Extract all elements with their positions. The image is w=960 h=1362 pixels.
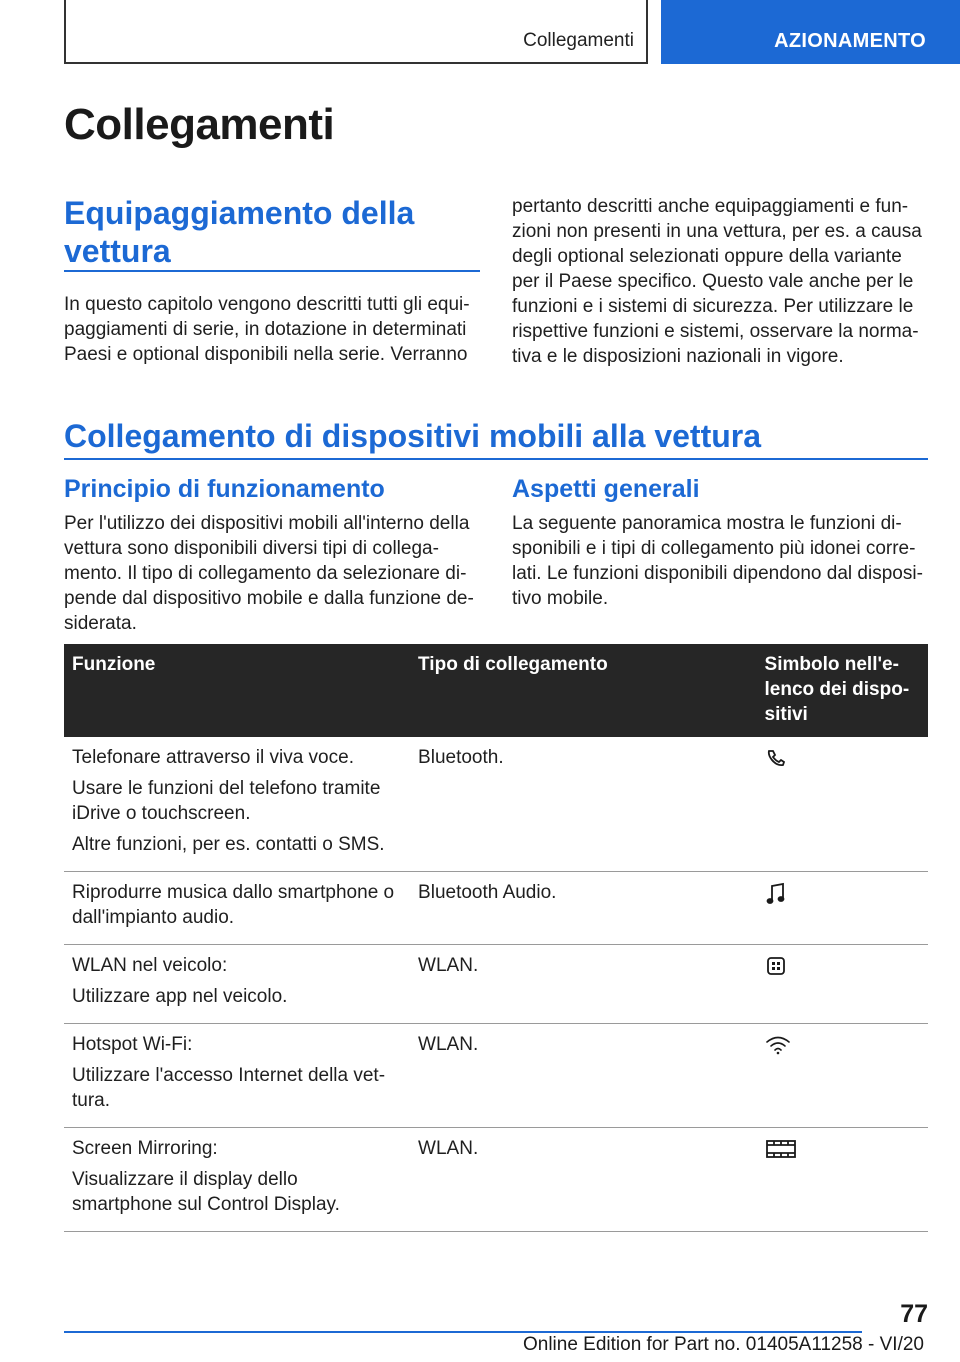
cell-simbolo	[757, 872, 928, 945]
cell-funzione	[64, 1128, 410, 1232]
section-divider	[64, 270, 480, 272]
subsection-title-principio: Principio di funzionamento	[64, 475, 385, 503]
cell-funzione	[64, 872, 410, 945]
table-row	[64, 737, 928, 872]
cell-line: Altre funzioni, per es. contatti o SMS.	[72, 834, 385, 855]
cell-funzione	[64, 945, 410, 1024]
cell-line: Utilizzare app nel veicolo.	[72, 986, 288, 1007]
subsection-text-principio: Per l'utilizzo dei dispositivi mobili all'interno della vettura sono disponibili diversi tipi di collegamento. Il tipo di collegamento da selezionare dipende dal dispositivo mobile e dalla funzione desiderata.	[64, 513, 474, 634]
section-divider	[64, 458, 928, 460]
page-number: 77	[900, 1300, 928, 1328]
cell-simbolo	[757, 945, 928, 1024]
screen-mirroring-icon	[765, 1138, 797, 1167]
cell-line: Utilizzare l'accesso Internet della vettura.	[72, 1065, 386, 1111]
cell-line: Riprodurre musica dallo smartphone o dall'impianto audio.	[72, 882, 395, 928]
table-header-row	[64, 644, 928, 737]
cell-tipo: WLAN.	[410, 945, 756, 1024]
table-row	[64, 1024, 928, 1128]
column-header-tipo: Tipo di collegamento	[410, 644, 756, 737]
cell-line: Screen Mirroring:	[72, 1138, 218, 1159]
section-text-right: pertanto descritti anche equipaggiamenti e funzioni non presenti in una vettura, per es. a causa degli optional selezionati oppure della variante per il Paese specifico. Questo vale anche per le funzioni e i sistemi di sicurezza. Per utilizzare le rispettive funzioni e sistemi, osservare la normativa e le disposizioni nazionali in vigore.	[512, 196, 922, 367]
cell-line: WLAN nel veicolo:	[72, 955, 228, 976]
footer-edition-text: Online Edition for Part no. 01405A11258 - VI/20	[522, 1334, 924, 1355]
table-row	[64, 1128, 928, 1232]
header-section-box	[64, 0, 648, 64]
cell-line: Usare le funzioni del telefono tramite iDrive o touchscreen.	[72, 778, 381, 824]
cell-tipo: Bluetooth Audio.	[410, 872, 756, 945]
column-header-simbolo: Simbolo nell'elenco dei dispositivi	[757, 644, 928, 737]
connections-table	[64, 644, 928, 1232]
header-section-label: Collegamenti	[523, 30, 634, 51]
cell-simbolo	[757, 1024, 928, 1128]
section-text-left: In questo capitolo vengono descritti tutti gli equipaggiamenti di serie, in dotazione in determinati Paesi e optional disponibili nella serie. Verranno	[64, 294, 470, 365]
cell-tipo: WLAN.	[410, 1024, 756, 1128]
cell-line: Telefonare attraverso il viva voce.	[72, 747, 354, 768]
cell-funzione	[64, 737, 410, 872]
apps-icon	[765, 955, 787, 984]
column-header-funzione: Funzione	[64, 644, 410, 737]
cell-line: Hotspot Wi-Fi:	[72, 1034, 193, 1055]
cell-line: Visualizzare il display dello smartphone sul Control Display.	[72, 1169, 340, 1215]
phone-icon	[765, 747, 787, 776]
footer-divider	[64, 1331, 862, 1333]
cell-funzione	[64, 1024, 410, 1128]
cell-simbolo	[757, 1128, 928, 1232]
subsection-title-aspetti: Aspetti generali	[512, 475, 700, 503]
music-note-icon	[765, 882, 787, 913]
cell-tipo: WLAN.	[410, 1128, 756, 1232]
wifi-icon	[765, 1034, 791, 1063]
header-chapter-label: AZIONAMENTO	[774, 30, 926, 52]
cell-simbolo	[757, 737, 928, 872]
section-title-equipaggiamento: Equipaggiamento della vettura	[64, 195, 415, 269]
table-row	[64, 945, 928, 1024]
subsection-text-aspetti: La seguente panoramica mostra le funzioni disponibili e i tipi di collegamento più idonei correlati. Le funzioni disponibili dipendono dal dispositivo mobile.	[512, 513, 923, 609]
section-title-collegamento: Collegamento di dispositivi mobili alla vettura	[64, 418, 762, 454]
cell-tipo: Bluetooth.	[410, 737, 756, 872]
page-title: Collegamenti	[64, 100, 335, 149]
header-chapter-tab	[661, 0, 960, 64]
table-row	[64, 872, 928, 945]
